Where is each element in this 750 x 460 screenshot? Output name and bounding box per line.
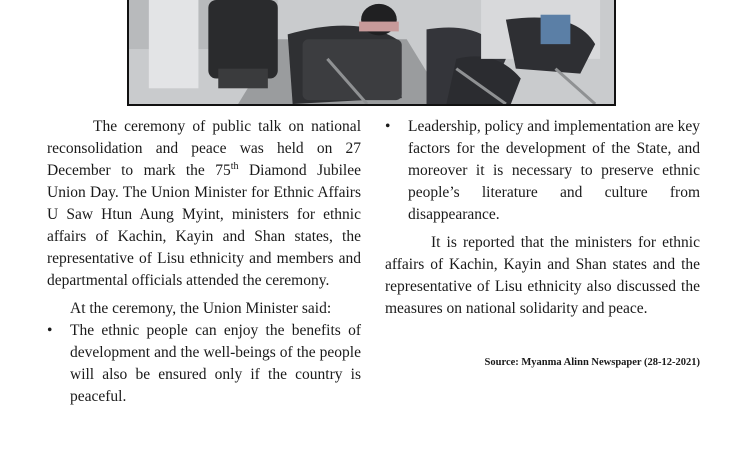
- discussion-paragraph: It is reported that the ministers for ethnic affairs of Kachin, Kayin and Shan states and the representative of Lisu ethnicity also discussed the measures on national solidarity and peace.: [385, 234, 700, 317]
- intro-paragraph: The ceremony of public talk on national reconsolidation and peace was held on 27 December to mark the 75th Diamond Jubilee Union Day. The Union Minister for Ethnic Affairs U Saw Htun Aung Myint, ministers for ethnic affairs of Kachin, Kayin and Shan states, the representative of Lisu ethnicity and members and departmental officials attended the ceremony.: [47, 118, 361, 289]
- bullet-list-left: [47, 320, 361, 408]
- bullet-item-leadership: • Leadership, policy and implementation are key factors for the development of the State, and moreover it is necessary to preserve ethnic people’s literature and culture from disappearance.: [385, 118, 700, 223]
- left-column: [47, 116, 361, 408]
- right-column: [385, 116, 700, 374]
- bullet-list-right: [385, 116, 700, 226]
- bullet-icon: •: [47, 322, 53, 339]
- source-credit: Source: Myanma Alinn Newspaper (28-12-2021): [484, 357, 700, 368]
- bullet-item-peace: • The ethnic people can enjoy the benefits of development and the well-beings of the people will also be ensured only if the country is peaceful.: [47, 322, 361, 405]
- ceremony-photo-illustration: [129, 0, 614, 104]
- minister-said-paragraph: At the ceremony, the Union Minister said:: [70, 300, 332, 317]
- bullet-icon: •: [385, 118, 391, 135]
- ceremony-photo: [127, 0, 616, 106]
